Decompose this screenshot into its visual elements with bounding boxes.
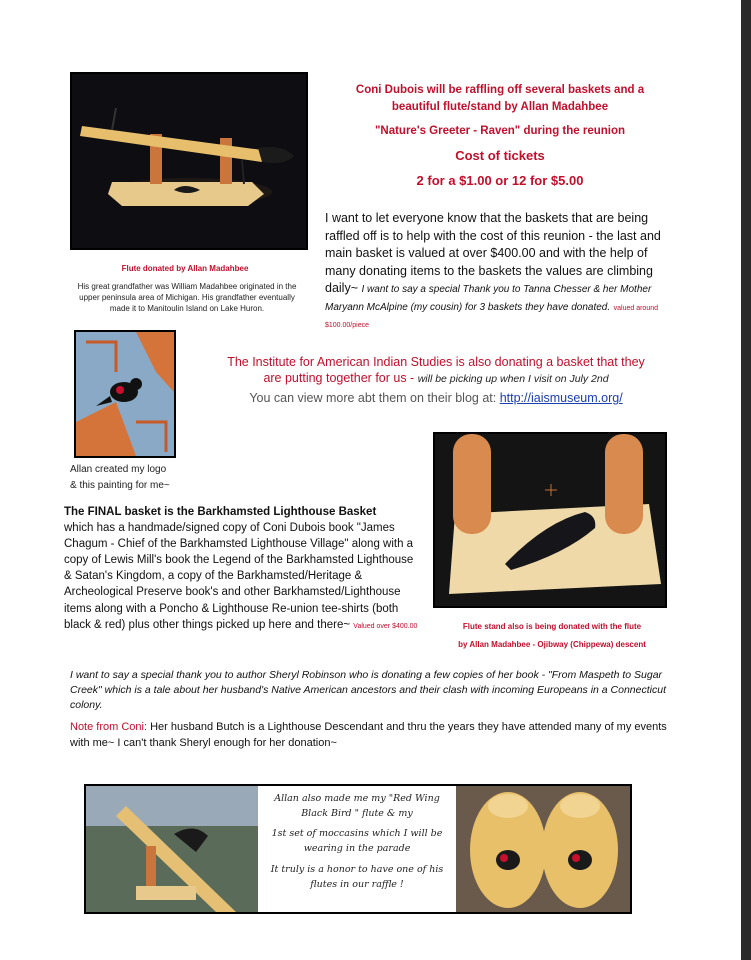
note-label: Note from Coni: xyxy=(70,721,148,733)
note-text: Her husband Butch is a Lighthouse Descendant and thru the years they have attended many of my events with me~ I can't thank Sheryl enough for her donation~ xyxy=(70,721,667,749)
flute-caption-title: Flute donated by Allan Madahbee xyxy=(121,264,249,273)
raffle-line-2: beautiful flute/stand by Allan Madahbee xyxy=(391,101,609,114)
institute-blog-link[interactable]: http://iaismuseum.org/ xyxy=(499,391,623,406)
baskets-paragraph xyxy=(325,210,667,333)
bottom-photo-strip xyxy=(84,784,632,914)
final-basket-body: which has a handmade/signed copy of Coni Dubois book "James Chagum - Chief of the Barkhamsted Lighthouse Village" along with a copy of Lewis Mill's book the Legend of the Barkhamsted Lighthouse & Satan's Kingdom, a copy of the Barkhamsted/Heritage & Archeological Preserve book's and other Barkhamsted/Lighthouse items along with a Poncho & Lighthouse Re-union tee-shirts (both black & red) plus other things picked up here and there~ xyxy=(64,522,414,631)
flute-photo xyxy=(70,72,308,250)
baskets-text: I want to let everyone know that the baskets that are being raffled off is to help with the cost of this reunion - the last and main basket is valued at over $400.00 and with the help of many donating items to the baskets the values are climbing daily~ xyxy=(325,211,661,295)
bottom-flute-illustration xyxy=(86,786,258,912)
flute-illustration xyxy=(72,74,306,248)
moccasins-photo xyxy=(456,786,630,912)
stand-caption-line-1: Flute stand also is being donated with the flute xyxy=(462,622,642,631)
logo-painting xyxy=(74,330,176,458)
stand-caption-line-2: by Allan Madahbee - Ojibway (Chippewa) descent xyxy=(458,639,646,649)
institute-blog-line xyxy=(186,391,686,407)
baskets-thanks: I want to say a special Thank you to Tanna Chesser & her Mother Maryann McAlpine (my cousin) for 3 baskets they have donated. xyxy=(325,284,652,313)
raffle-announcement xyxy=(320,82,680,191)
logo-caption xyxy=(70,462,200,493)
raffle-line-1: Coni Dubois will be raffling off several baskets and a xyxy=(355,84,645,96)
bottom-text-line-1: Allan also made me my "Red Wing Black Bird " flute & my xyxy=(274,793,440,819)
bottom-text-line-2: 1st set of moccasins which I will be wearing in the parade xyxy=(271,828,443,855)
flute-caption-body: His great grandfather was William Madahbee originated in the upper peninsula area of Michigan. His grandfather eventually made it to Manitoulin Island on Lake Huron. xyxy=(77,282,297,313)
bottom-text-content xyxy=(258,786,456,898)
flute-stand-photo xyxy=(433,432,667,608)
final-basket-value: Valued over $400.00 xyxy=(353,622,418,630)
bottom-strip-row xyxy=(86,786,630,912)
final-basket-heading: The FINAL basket is the Barkhamsted Lighthouse Basket xyxy=(64,506,377,518)
stand-caption xyxy=(430,618,674,653)
note-from-coni xyxy=(70,720,680,752)
sheryl-thanks: I want to say a special thank you to author Sheryl Robinson who is donating a few copies of her book - "From Maspeth to Sugar Creek" which is a tale about her husband's Native American ancestors and their clash with incoming Europeans in a Connecticut colony. xyxy=(70,669,666,712)
raffle-line-3: "Nature's Greeter - Raven" during the reunion xyxy=(374,124,626,137)
institute-blog-text: You can view more abt them on their blog at: xyxy=(249,391,497,406)
institute-pickup-note: will be picking up when I visit on July 2nd xyxy=(417,372,609,385)
raffle-line-5: 2 for a $1.00 or 12 for $5.00 xyxy=(416,173,584,189)
bottom-text-line-3: It truly is a honor to have one of his flutes in our raffle ! xyxy=(270,863,444,890)
page-edge-bar xyxy=(741,0,751,960)
moccasins-illustration xyxy=(456,786,630,912)
logo-caption-line-1: Allan created my logo xyxy=(70,464,167,475)
baskets-value-note: valued around $100.00/piece xyxy=(325,304,659,329)
institute-line-2: are putting together for us - xyxy=(263,370,415,385)
final-basket-section xyxy=(64,504,420,633)
bottom-text-panel xyxy=(258,786,456,912)
raffle-line-4: Cost of tickets xyxy=(455,147,545,163)
institute-line-2-wrap xyxy=(186,371,686,387)
logo-caption-line-2: & this painting for me~ xyxy=(70,479,170,491)
red-wing-blackbird-painting xyxy=(76,332,174,456)
bottom-flute-photo xyxy=(86,786,258,912)
institute-line-1: The Institute for American Indian Studies is also donating a basket that they xyxy=(227,355,645,369)
institute-section xyxy=(186,355,686,407)
flute-stand-illustration xyxy=(435,434,665,606)
